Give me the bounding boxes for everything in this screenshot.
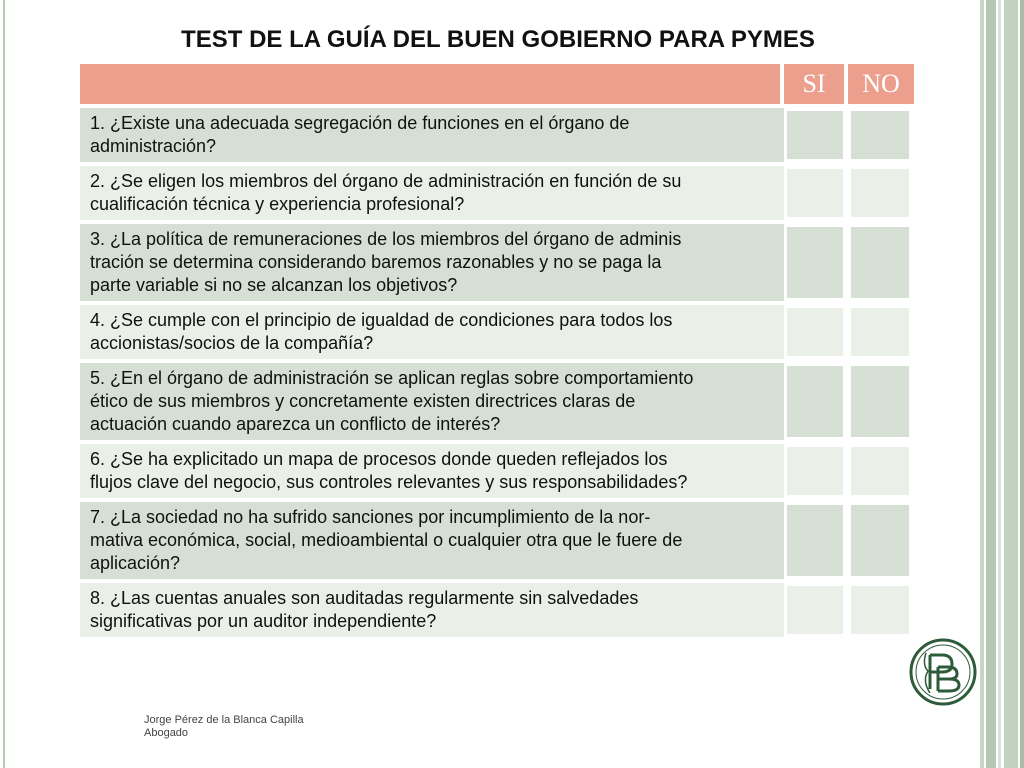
- question-text: 5. ¿En el órgano de administración se aplican reglas sobre comportamiento ético de sus miembros y concretamente existen directrices claras de actuación cuando aparezca un conflicto de interés?: [80, 363, 784, 440]
- right-border-stripe: [998, 0, 1001, 768]
- answer-no-checkbox[interactable]: [850, 307, 910, 357]
- answer-si-checkbox[interactable]: [786, 110, 844, 160]
- right-border-stripe: [980, 0, 984, 768]
- table-row: [80, 440, 914, 498]
- answer-no-checkbox[interactable]: [850, 168, 910, 218]
- page-title: TEST DE LA GUÍA DEL BUEN GOBIERNO PARA PYMES: [181, 26, 815, 53]
- answer-si-checkbox[interactable]: [786, 168, 844, 218]
- right-border-stripe: [986, 0, 996, 768]
- question-text: 4. ¿Se cumple con el principio de igualdad de condiciones para todos los accionistas/socios de la compañía?: [80, 305, 784, 359]
- questionnaire-table: [80, 64, 914, 637]
- table-row: [80, 162, 914, 220]
- table-header: [80, 64, 914, 104]
- question-text: 8. ¿Las cuentas anuales son auditadas regularmente sin salvedades significativas por un auditor independiente?: [80, 583, 784, 637]
- question-text: 7. ¿La sociedad no ha sufrido sanciones por incumplimiento de la nor- mativa económica, social, medioambiental o cualquier otra que le fuere de aplicación?: [80, 502, 784, 579]
- left-border-line: [3, 0, 5, 768]
- table-row: [80, 301, 914, 359]
- right-border: [980, 0, 1024, 768]
- table-row: [80, 220, 914, 301]
- question-text: 2. ¿Se eligen los miembros del órgano de administración en función de su cualificación técnica y experiencia profesional?: [80, 166, 784, 220]
- table-row: [80, 104, 914, 162]
- answer-si-checkbox[interactable]: [786, 585, 844, 635]
- table-row: [80, 579, 914, 637]
- answer-no-checkbox[interactable]: [850, 110, 910, 160]
- answer-no-checkbox[interactable]: [850, 365, 910, 438]
- table-row: [80, 498, 914, 579]
- answer-no-checkbox[interactable]: [850, 585, 910, 635]
- left-border: [0, 0, 8, 768]
- answer-no-checkbox[interactable]: [850, 446, 910, 496]
- table-row: [80, 359, 914, 440]
- firm-logo: [908, 637, 978, 707]
- answer-si-checkbox[interactable]: [786, 446, 844, 496]
- question-text: 1. ¿Existe una adecuada segregación de funciones en el órgano de administración?: [80, 108, 784, 162]
- answer-si-checkbox[interactable]: [786, 226, 844, 299]
- footer-author: Jorge Pérez de la Blanca Capilla: [144, 714, 304, 726]
- answer-si-checkbox[interactable]: [786, 504, 844, 577]
- header-si: SI: [802, 69, 826, 98]
- answer-no-checkbox[interactable]: [850, 226, 910, 299]
- answer-si-checkbox[interactable]: [786, 365, 844, 438]
- answer-si-checkbox[interactable]: [786, 307, 844, 357]
- right-border-stripe: [1020, 0, 1024, 768]
- footer-role: Abogado: [144, 727, 189, 739]
- footer: [144, 714, 304, 740]
- question-text: 3. ¿La política de remuneraciones de los miembros del órgano de adminis tración se determina considerando baremos razonables y no se paga la parte variable si no se alcanzan los objetivos?: [80, 224, 784, 301]
- question-text: 6. ¿Se ha explicitado un mapa de procesos donde queden reflejados los flujos clave del negocio, sus controles relevantes y sus responsabilidades?: [80, 444, 784, 498]
- right-border-stripe: [1004, 0, 1018, 768]
- answer-no-checkbox[interactable]: [850, 504, 910, 577]
- header-no: NO: [862, 69, 900, 98]
